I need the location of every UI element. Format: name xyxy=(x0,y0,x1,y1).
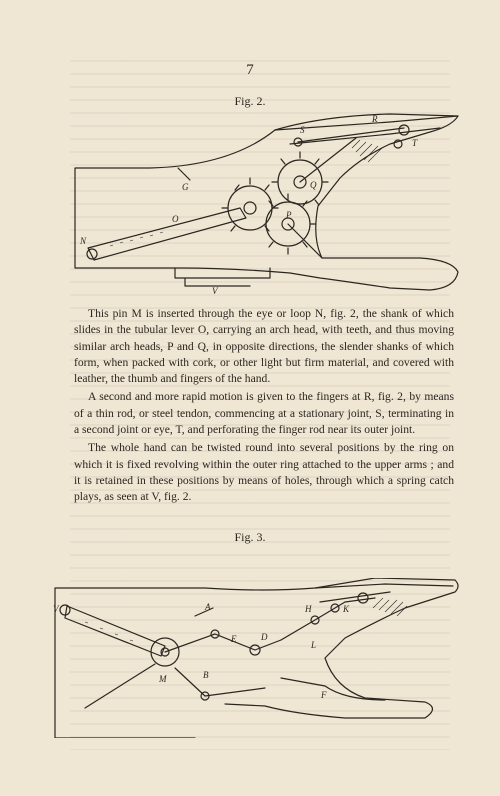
fig2-label-r: R xyxy=(372,114,378,124)
fig3-label-b: B xyxy=(203,670,209,680)
fig2-label-p: P xyxy=(286,210,292,220)
fig3-label-f: F xyxy=(321,690,327,700)
lower-jaw xyxy=(281,678,385,700)
gear-o xyxy=(228,186,272,230)
fig3-label-k: K xyxy=(343,604,350,614)
fig-2-caption: Fig. 2. xyxy=(234,94,266,108)
paragraph-3: The whole hand can be twisted round into several positions by the ring on which it is fixed revolving within the outer ring attached to the upper arms ; and it is retained in these positions by means of holes, through which a spring catch plays, as seen at V, fig. 2. xyxy=(74,441,454,504)
tubular-lever-o xyxy=(88,208,246,260)
fig3-label-d: D xyxy=(261,632,268,642)
fig3-label-l: L xyxy=(311,640,317,650)
fig-3-illustration xyxy=(45,578,465,738)
fig2-label-n: N xyxy=(80,236,87,246)
fig3-label-e: E xyxy=(231,634,237,644)
fig2-label-o: O xyxy=(172,214,179,224)
paragraph-2: A second and more rapid motion is given to the fingers at R, fig. 2, by means of a thin rod, or steel tendon, commencing at a stationary joint, S, terminating in a second joint or eye, T, and perforating the finger rod near its outer joint. xyxy=(74,390,454,437)
fig2-label-g: G xyxy=(182,182,189,192)
fig3-label-h: H xyxy=(305,604,312,614)
fig-3-caption: Fig. 3. xyxy=(234,530,266,544)
fig3-label-a: A xyxy=(205,602,211,612)
fig3-label-v: V xyxy=(53,604,59,614)
arm-outline xyxy=(55,578,458,738)
fig-2-illustration xyxy=(60,108,460,298)
fig3-label-m: M xyxy=(159,674,167,684)
long-rod xyxy=(65,606,165,656)
body-text xyxy=(74,306,454,508)
tendon-rod xyxy=(298,128,404,142)
paragraph-1: This pin M is inserted through the eye or loop N, fig. 2, the shank of which slides in the tubular lever O, carrying an arch head, with teeth, and thus moving similar arch heads, P and Q, in opposite directions, the slender shanks of which form, when packed with cork, or other light but firm material, and covered with leather, the thumb and fingers of the hand. xyxy=(74,307,454,386)
fig2-label-q: Q xyxy=(310,180,317,190)
fig2-label-t: T xyxy=(412,138,418,148)
fig2-label-s: S xyxy=(300,125,305,135)
page-number: 7 xyxy=(246,62,254,78)
fig2-label-v: V xyxy=(212,286,218,296)
